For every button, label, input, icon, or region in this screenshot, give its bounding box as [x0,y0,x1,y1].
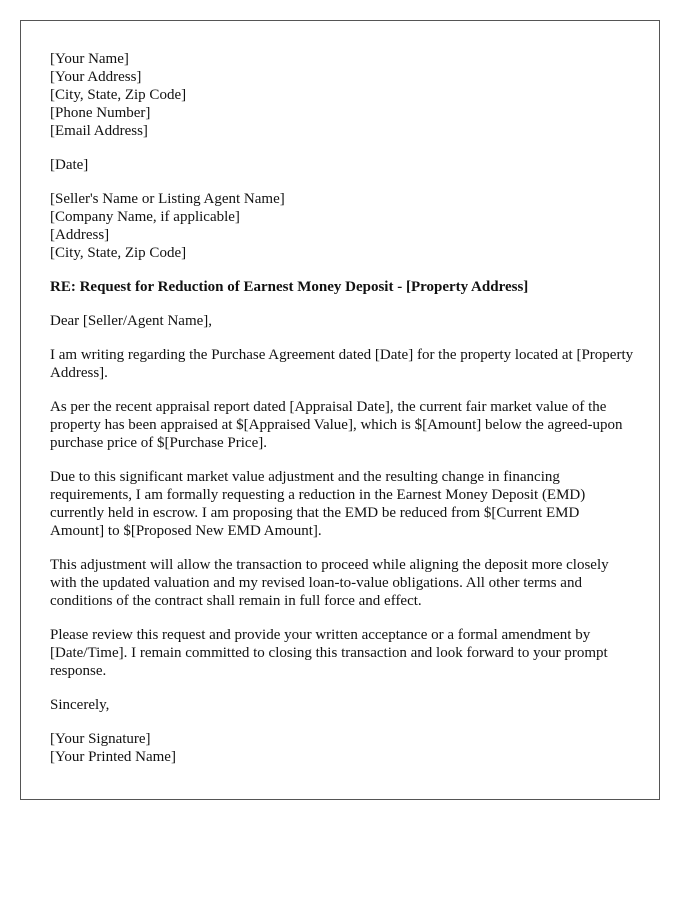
subject-line: RE: Request for Reduction of Earnest Money Deposit - [Property Address] [50,279,529,295]
sender-block [50,50,635,140]
body-paragraph: I am writing regarding the Purchase Agreement dated [Date] for the property located at [Property Address]. [50,347,634,381]
sender-name: [Your Name] [50,51,129,67]
recipient-block [50,190,635,262]
body-paragraph: Due to this significant market value adjustment and the resulting change in financing requirements, I am formally requesting a reduction in the Earnest Money Deposit (EMD) currently held in escrow. I am proposing that the EMD be reduced from $[Current EMD Amount] to $[Proposed New EMD Amount]. [50,469,586,539]
salutation: Dear [Seller/Agent Name], [50,313,213,329]
letter-date: [Date] [50,157,89,173]
recipient-name: [Seller's Name or Listing Agent Name] [50,191,285,207]
sender-email: [Email Address] [50,123,148,139]
printed-name: [Your Printed Name] [50,749,176,765]
date-block [50,156,635,174]
recipient-address: [Address] [50,227,110,243]
sender-phone: [Phone Number] [50,105,151,121]
letter-frame [20,20,660,800]
recipient-company: [Company Name, if applicable] [50,209,240,225]
body-paragraph: As per the recent appraisal report dated [Appraisal Date], the current fair market value of the property has been appraised at $[Appraised Value], which is $[Amount] below the agreed-upon purchase price of $[Purchase Price]. [50,399,623,451]
signature-line: [Your Signature] [50,731,151,747]
body-paragraph: This adjustment will allow the transaction to proceed while aligning the deposit more closely with the updated valuation and my revised loan-to-value obligations. All other terms and conditions of the contract shall remain in full force and effect. [50,557,609,609]
body-paragraph: Please review this request and provide your written acceptance or a formal amendment by [Date/Time]. I remain committed to closing this transaction and look forward to your prompt response. [50,627,608,679]
closing: Sincerely, [50,697,110,713]
recipient-city-state-zip: [City, State, Zip Code] [50,245,187,261]
signature-block [50,730,635,766]
sender-city-state-zip: [City, State, Zip Code] [50,87,187,103]
letter-body [50,50,635,782]
sender-address: [Your Address] [50,69,142,85]
